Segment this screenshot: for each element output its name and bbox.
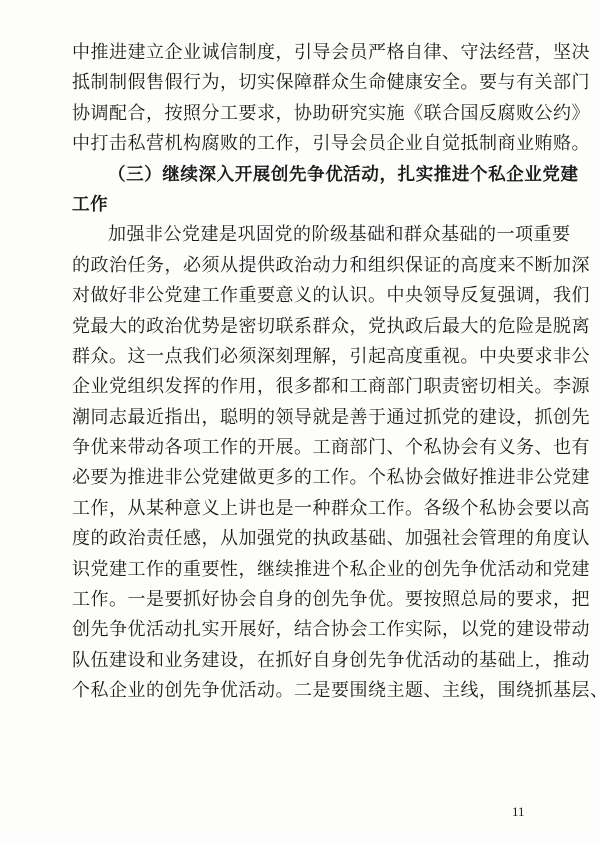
text-line: 潮同志最近指出，聪明的领导就是善于通过抓党的建设，抓创先 [72, 406, 590, 428]
text-line: 协调配合，按照分工要求，协助研究实施《联合国反腐败公约》 [72, 102, 590, 124]
text-line: 工作，从某种意义上讲也是一种群众工作。各级个私协会要以高 [72, 497, 590, 519]
text-line: 中推进建立企业诚信制度，引导会员严格自律、守法经营，坚决 [72, 42, 590, 63]
text-line: 个私企业的创先争优活动。二是要围绕主题、主线，围绕抓基层、 [72, 680, 609, 702]
text-line: 识党建工作的重要性，继续推进个私企业的创先争优活动和党建 [72, 558, 590, 580]
text-line: 必要为推进非公党建做更多的工作。个私协会做好推进非公党建 [72, 467, 590, 489]
text-line: 群众。这一点我们必须深刻理解，引起高度重视。中央要求非公 [72, 345, 590, 367]
text-line: 队伍建设和业务建设，在抓好自身创先争优活动的基础上，推动 [72, 649, 590, 671]
page-number: 11 [512, 804, 525, 819]
text-line: 创先争优活动扎实开展好，结合协会工作实际，以党的建设带动 [72, 619, 590, 641]
text-line: 企业党组织发挥的作用，很多都和工商部门职责密切相关。李源 [72, 376, 590, 398]
text-line: 争优来带动各项工作的开展。工商部门、个私协会有义务、也有 [72, 437, 590, 459]
paragraph-start-line: 加强非公党建是巩固党的阶级基础和群众基础的一项重要 [108, 224, 571, 246]
text-line: 的政治任务，必须从提供政治动力和组织保证的高度来不断加深 [72, 254, 590, 276]
text-line: 党最大的政治优势是密切联系群众，党执政后最大的危险是脱离 [72, 315, 590, 337]
section-heading: （三）继续深入开展创先争优活动，扎实推进个私企业党建 [108, 164, 579, 185]
text-line: 中打击私营机构腐败的工作，引导会员企业自觉抵制商业贿赂。 [72, 133, 590, 155]
text-line: 工作。一是要抓好协会自身的创先争优。要按照总局的要求，把 [72, 589, 590, 611]
text-line: 抵制制假售假行为，切实保障群众生命健康安全。要与有关部门 [72, 72, 590, 94]
body-text [72, 38, 609, 707]
text-line: 对做好非公党建工作重要意义的认识。中央领导反复强调，我们 [72, 285, 590, 307]
text-line: 度的政治责任感，从加强党的执政基础、加强社会管理的角度认 [72, 528, 590, 550]
section-heading-continuation: 工作 [72, 194, 109, 215]
